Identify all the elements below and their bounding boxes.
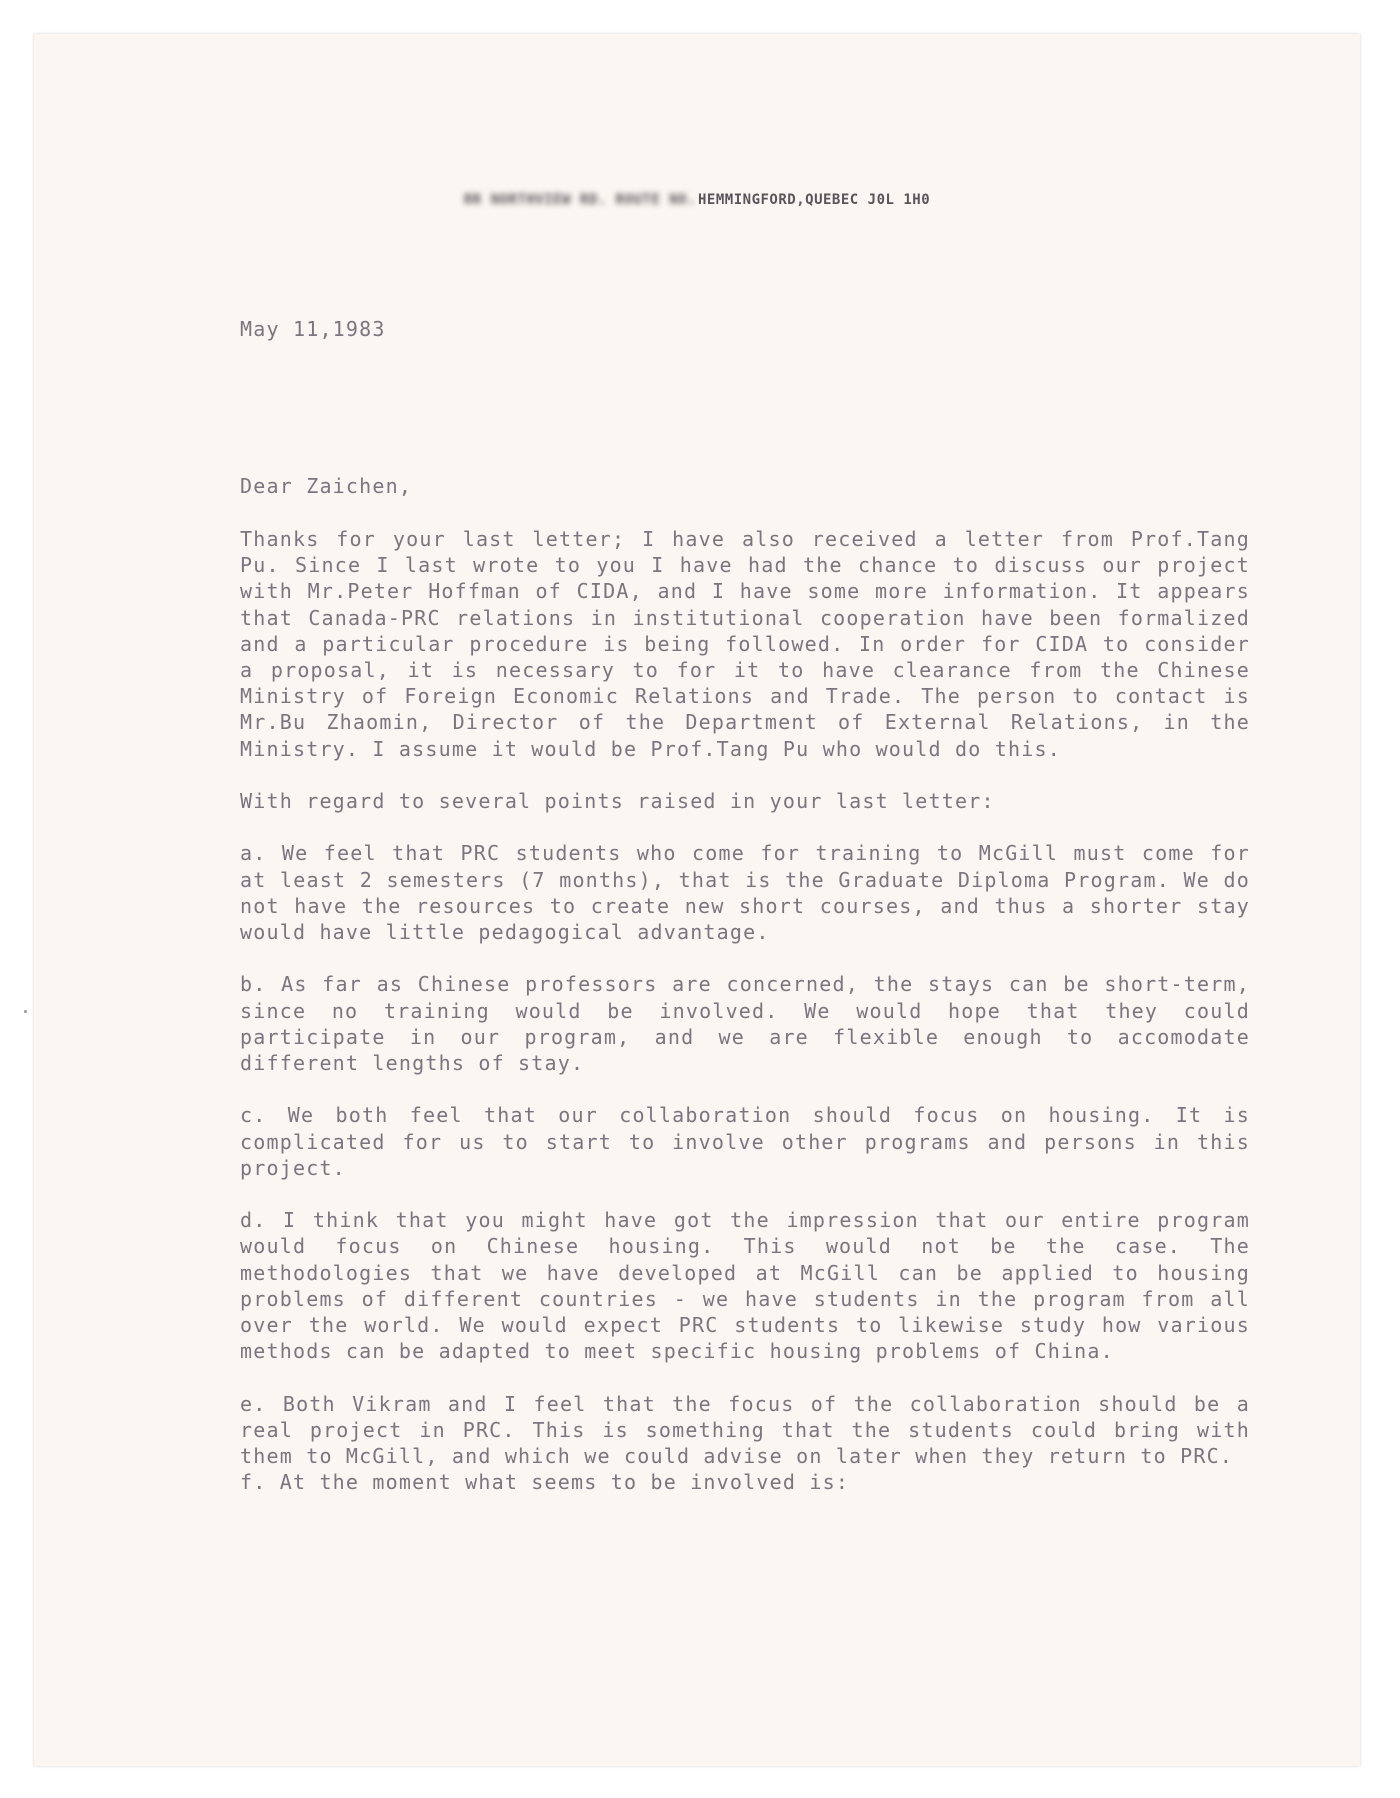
- paragraph-point-c: c. We both feel that our collaboration should focus on housing. It is complicated for us to start to involve other programs and persons in this project.: [240, 1103, 1250, 1180]
- letter-date: May 11,1983: [240, 317, 386, 341]
- paragraph-point-d: d. I think that you might have got the impression that our entire program would focus on Chinese housing. This would not be the case. The methodologies that we have developed at McGill can be applied to housing problems of different countries - we have students in the program from all over the world. We would expect PRC students to likewise study how various methods can be adapted to meet specific housing problems of China.: [240, 1208, 1250, 1364]
- paragraph-point-a: a. We feel that PRC students who come for training to McGill must come for at least 2 semesters (7 months), that is the Graduate Diploma Program. We do not have the resources to create new short courses, and thus a shorter stay would have little pedagogical advantage.: [240, 841, 1250, 945]
- letterhead-address: HEMMINGFORD,QUEBEC J0L 1H0: [698, 192, 931, 208]
- salutation: Dear Zaichen,: [240, 474, 413, 498]
- paragraph-point-f: f. At the moment what seems to be involved is:: [240, 1470, 850, 1495]
- paragraph-intro: Thanks for your last letter; I have also received a letter from Prof.Tang Pu. Since I last wrote to you I have had the chance to discuss our project with Mr.Peter Hoffman of CIDA, and I have some more information. It appears that Canada-PRC relations in institutional cooperation have been formalized and a particular procedure is being followed. In order for CIDA to consider a proposal, it is necessary to for it to have clearance from the Chinese Ministry of Foreign Economic Relations and Trade. The person to contact is Mr.Bu Zhaomin, Director of the Department of External Relations, in the Ministry. I assume it would be Prof.Tang Pu who would do this.: [240, 527, 1250, 761]
- letter-body: [240, 526, 1250, 1495]
- paragraph-point-b: b. As far as Chinese professors are concerned, the stays can be short-term, since no training would be involved. We would hope that they could participate in our program, and we are flexible enough to accomodate different lengths of stay.: [240, 972, 1250, 1076]
- paper-speck: [24, 1010, 27, 1013]
- redacted-address: RR NORTHVIEW RD. ROUTE NO.: [463, 192, 696, 208]
- paragraph-point-e: e. Both Vikram and I feel that the focus of the collaboration should be a real project in PRC. This is something that the students could bring with them to McGill, and which we could advise on later when they return to PRC.: [240, 1391, 1250, 1469]
- paragraph-points-intro: With regard to several points raised in your last letter:: [240, 789, 995, 814]
- letterhead: [34, 192, 1360, 208]
- letter-page: [34, 34, 1360, 1766]
